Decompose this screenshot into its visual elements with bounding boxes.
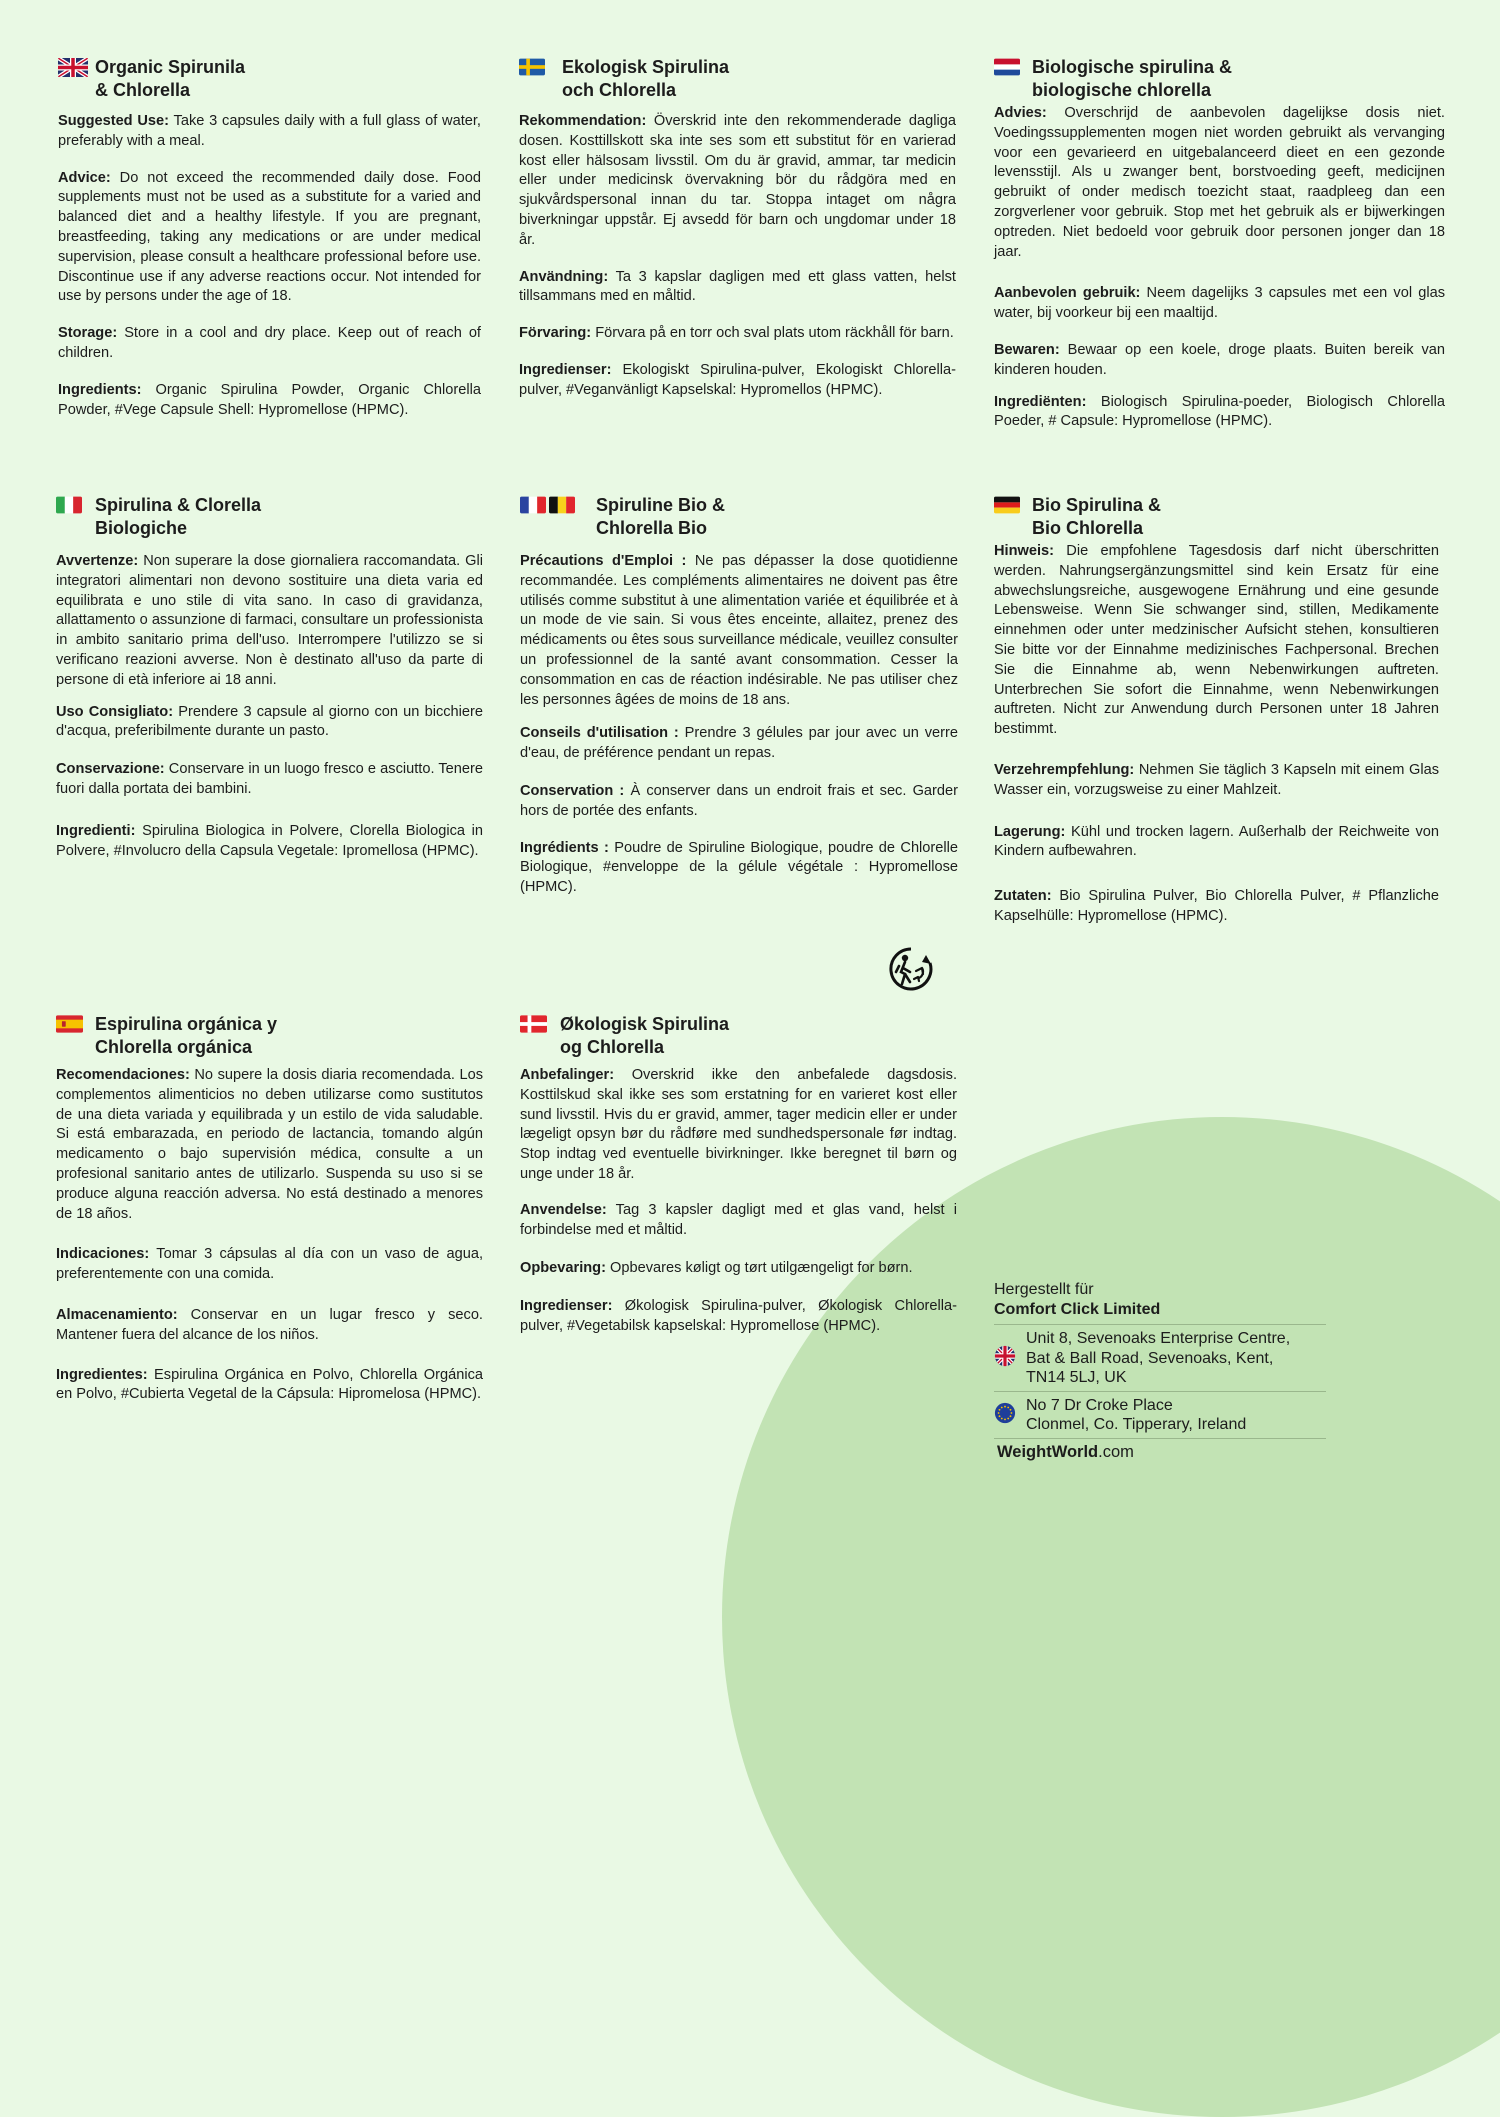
advice-paragraph: Advice: Do not exceed the recommended daily dose. Food supplements must not be used as a substitute for a varied and balanced diet and a healthy lifestyle. If you are pregnant, breastfeeding, taking any medications or are under medical supervision, please consult a healthcare professional before use. Discontinue use if any adverse reactions occur. Not intended for use by persons under the age of 18. [58,169,481,305]
ingredients-paragraph: Ingredienser: Økologisk Spirulina-pulver, Økologisk Chlorella-pulver, #Vegetabilsk kapselskal: Hypromellose (HPMC). [520,1298,957,1334]
section-header [994,494,1439,540]
sweden-flag-icon [519,58,545,76]
recommendations-paragraph: Recomendaciones: No supere la dosis diaria recomendada. Los complementos alimenticios no deben utilizarse como sustitutos de una dieta variada y equilibrada y un estilo de vida saludable. Si está embarazada, en periodo de lactancia, tomando algún medicamento o bajo supervisión médica, consulte a un profesional sanitario antes de utilizarlo. Suspenda su uso si se produce alguna reacción adversa. No está destinado a menores de 18 años. [56,1067,483,1222]
eu-address: No 7 Dr Croke Place Clonmel, Co. Tipperary, Ireland [1026,1396,1247,1433]
usage-paragraph: Anvendelse: Tag 3 kapsler dagligt med et glas vand, helst i forbindelse med et måltid. [520,1201,957,1238]
made-for-label: Hergestellt für [994,1281,1094,1298]
ingredients-paragraph: Ingrediënten: Biologisch Spirulina-poeder, Biologisch Chlorella Poeder, # Capsule: Hypromellose (HPMC). [994,393,1445,430]
suggested-use-paragraph: Suggested Use: Take 3 capsules daily with a full glass of water, preferably with a meal. [58,113,481,149]
ingredients-paragraph: Ingredienser: Ekologiskt Spirulina-pulver, Ekologiskt Chlorella-pulver, #Veganvänligt Kapselskal: Hypromellos (HPMC). [519,361,956,398]
storage-paragraph: Almacenamiento: Conservar en un lugar fresco y seco. Mantener fuera del alcance de los niños. [56,1306,483,1343]
spain-flag-icon [56,1015,83,1033]
eu-flag-icon [994,1402,1016,1424]
belgium-flag-icon [549,496,575,514]
section-dutch [994,56,1445,449]
section-header [520,1013,957,1059]
company-name: Comfort Click Limited [994,1301,1161,1318]
section-header [520,494,958,540]
section-header [56,494,483,540]
ingredients-paragraph: Ingrédients : Poudre de Spiruline Biologique, poudre de Chlorelle Biologique, #enveloppe de la gélule végétale : Hypromellose (HPMC). [520,839,958,896]
warnings-paragraph: Avvertenze: Non superare la dose giornaliera raccomandata. Gli integratori alimentari non devono sostituire una dieta varia ed equilibrata e uno stile di vita sano. In caso di gravidanza, allattamento o assunzione di farmaci, consultare un professionista in ambito sanitario prima dell'uso. Interrompere l'utilizzo se si verificano reazioni avverse. Non è destinato all'uso da parte di persone di età inferiore ai 18 anni. [56,553,483,688]
storage-paragraph: Conservazione: Conservare in un luogo fresco e asciutto. Tenere fuori dalla portata dei bambini. [56,761,483,797]
section-danish [520,1013,957,1354]
section-title: Økologisk Spirulina og Chlorella [560,1014,730,1057]
storage-paragraph: Opbevaring: Opbevares køligt og tørt utilgængeligt for børn. [520,1260,913,1277]
section-english [58,56,481,437]
uk-address: Unit 8, Sevenoaks Enterprise Centre, Bat & Ball Road, Sevenoaks, Kent, TN14 5LJ, UK [1026,1330,1291,1386]
section-title: Bio Spirulina & Bio Chlorella [1032,495,1162,538]
advice-paragraph: Advies: Overschrijd de aanbevolen dagelijkse dosis niet. Voedingssupplementen mogen niet worden gebruikt als vervanging voor een gevarieerd en uitgebalanceerd dieet en een gezonde levensstijl. Als u zwanger bent, borstvoeding geeft, medicijnen gebruikt of onder medisch toezicht staat, raadpleeg dan een zorgverlener voor gebruik. Stop met het gebruik als er bijwerkingen optreden. Niet bedoeld voor gebruik door personen jonger dan 18 jaar. [994,105,1445,260]
storage-paragraph: Storage: Store in a cool and dry place. Keep out of reach of children. [58,325,481,361]
denmark-flag-icon [520,1015,547,1033]
ingredients-paragraph: Ingredientes: Espirulina Orgánica en Polvo, Chlorella Orgánica en Polvo, #Cubierta Vegetal de la Cápsula: Hipromelosa (HPMC). [56,1366,483,1403]
ingredients-paragraph: Ingredienti: Spirulina Biologica in Polvere, Clorella Biologica in Polvere, #Involucro della Capsula Vegetale: Ipromellosa (HPMC). [56,822,483,859]
section-title: Organic Spirunila & Chlorella [95,57,246,100]
ingredients-paragraph: Ingredients: Organic Spirulina Powder, Organic Chlorella Powder, #Vege Capsule Shell: Hypromellose (HPMC). [58,381,481,418]
usage-paragraph: Användning: Ta 3 kapslar dagligen med ett glass vatten, helst tillsammans med en måltid. [519,268,956,305]
uk-flag-icon [58,58,88,77]
section-title: Biologische spirulina & biologische chlorella [1032,57,1233,100]
uk-flag-icon [994,1345,1016,1367]
section-header [58,56,481,102]
eu-address-row [994,1391,1326,1438]
storage-paragraph: Lagerung: Kühl und trocken lagern. Außerhalb der Reichweite von Kindern aufbewahren. [994,823,1439,860]
recommendations-paragraph: Anbefalinger: Overskrid ikke den anbefalede dagsdosis. Kosttilskud skal ikke ses som erstatning for en varieret kost eller sund livsstil. Hvis du er gravid, ammer, tager medicin eller er under lægeligt opsyn bør du rådføre med sundhedspersonale før indtag. Stop indtag ved eventuelle bivirkninger. Ikke beregnet til børn og unge under 18 år. [520,1067,957,1182]
storage-paragraph: Conservation : À conserver dans un endroit frais et sec. Garder hors de portée des enfants. [520,782,958,819]
section-header [56,1013,483,1059]
section-german [994,494,1439,944]
recommended-use-paragraph: Aanbevolen gebruik: Neem dagelijks 3 capsules met een vol glas water, bij voorkeur bij een maaltijd. [994,285,1445,322]
netherlands-flag-icon [994,58,1020,76]
section-title: Spirulina & Clorella Biologiche [95,495,262,538]
ingredients-paragraph: Zutaten: Bio Spirulina Pulver, Bio Chlorella Pulver, # Pflanzliche Kapselhülle: Hypromellose (HPMC). [994,888,1439,924]
recommendation-paragraph: Rekommendation: Överskrid inte den rekommenderade dagliga dosen. Kosttillskott ska inte ses som ett substitut för en varierad kost eller hälsosam livsstil. Om du är gravid, ammar, tar medicin eller under medicinsk övervakning bör du rådgöra med en sjukvårdspersonal innan du tar. Stoppa intaget om några biverkningar uppstår. Ej avsedd för barn och ungdomar under 18 år. [519,113,956,248]
germany-flag-icon [994,496,1020,514]
france-flag-icon [520,496,546,514]
usage-paragraph: Conseils d'utilisation : Prendre 3 gélules par jour avec un verre d'eau, de préférence pendant un repas. [520,725,958,762]
manufacturer-info [994,1280,1326,1462]
precautions-paragraph: Précautions d'Emploi : Ne pas dépasser la dose quotidienne recommandée. Les compléments alimentaires ne doivent pas être utilisés comme substitut à une alimentation variée et équilibrée et à un mode de vie sain. Si vous êtes enceinte, allaitez, prenez des médicaments ou êtes sous surveillance médicale, veuillez consulter un professionnel de la santé avant consommation. Cesser la consommation en cas de réaction indésirable. Ne pas utiliser chez les personnes âgées de moins de 18 ans. [520,553,958,708]
directions-paragraph: Indicaciones: Tomar 3 cápsulas al día con un vaso de agua, preferentemente con una comida. [56,1246,483,1283]
uk-address-row [994,1324,1326,1391]
section-title: Ekologisk Spirulina och Chlorella [562,57,730,100]
website-link[interactable]: WeightWorld.com [994,1438,1326,1462]
section-title: Spiruline Bio & Chlorella Bio [596,495,726,538]
section-header [994,56,1445,102]
section-italian [56,494,483,878]
storage-paragraph: Förvaring: Förvara på en torr och sval plats utom räckhåll för barn. [519,325,954,342]
section-spanish [56,1013,483,1422]
notice-paragraph: Hinweis: Die empfohlene Tagesdosis darf nicht überschritten werden. Nahrungsergänzungsmittel sind kein Ersatz für eine abwechslungsreiche, ausgewogene Ernährung und eine gesunde Lebensweise. Wenn Sie schwanger sind, stillen, Medikamente einnehmen oder unter medzinischer Aufsicht stehen, konsultieren Sie bitte vor der Einnahme medizinisches Fachpersonal. Brechen Sie die Einnahme ab, wenn Nebenwirkungen auftreten. Unterbrechen Sie sofort die Einnahme, wenn Nebenwirkungen auftreten. Nicht zur Anwendung durch Personen unter 18 Jahren bestimmt. [994,543,1439,738]
triman-recycle-icon [888,946,934,992]
recommended-intake-paragraph: Verzehrempfehlung: Nehmen Sie täglich 3 Kapseln mit einem Glas Wasser ein, vorzugsweise zu einer Mahlzeit. [994,761,1439,798]
section-swedish [519,56,956,418]
italy-flag-icon [56,496,82,514]
recommended-use-paragraph: Uso Consigliato: Prendere 3 capsule al giorno con un bicchiere d'acqua, preferibilmente durante un pasto. [56,703,483,740]
section-title: Espirulina orgánica y Chlorella orgánica [95,1014,278,1057]
storage-paragraph: Bewaren: Bewaar op een koele, droge plaats. Buiten bereik van kinderen houden. [994,341,1445,378]
section-french [520,494,958,915]
section-header [519,56,956,102]
